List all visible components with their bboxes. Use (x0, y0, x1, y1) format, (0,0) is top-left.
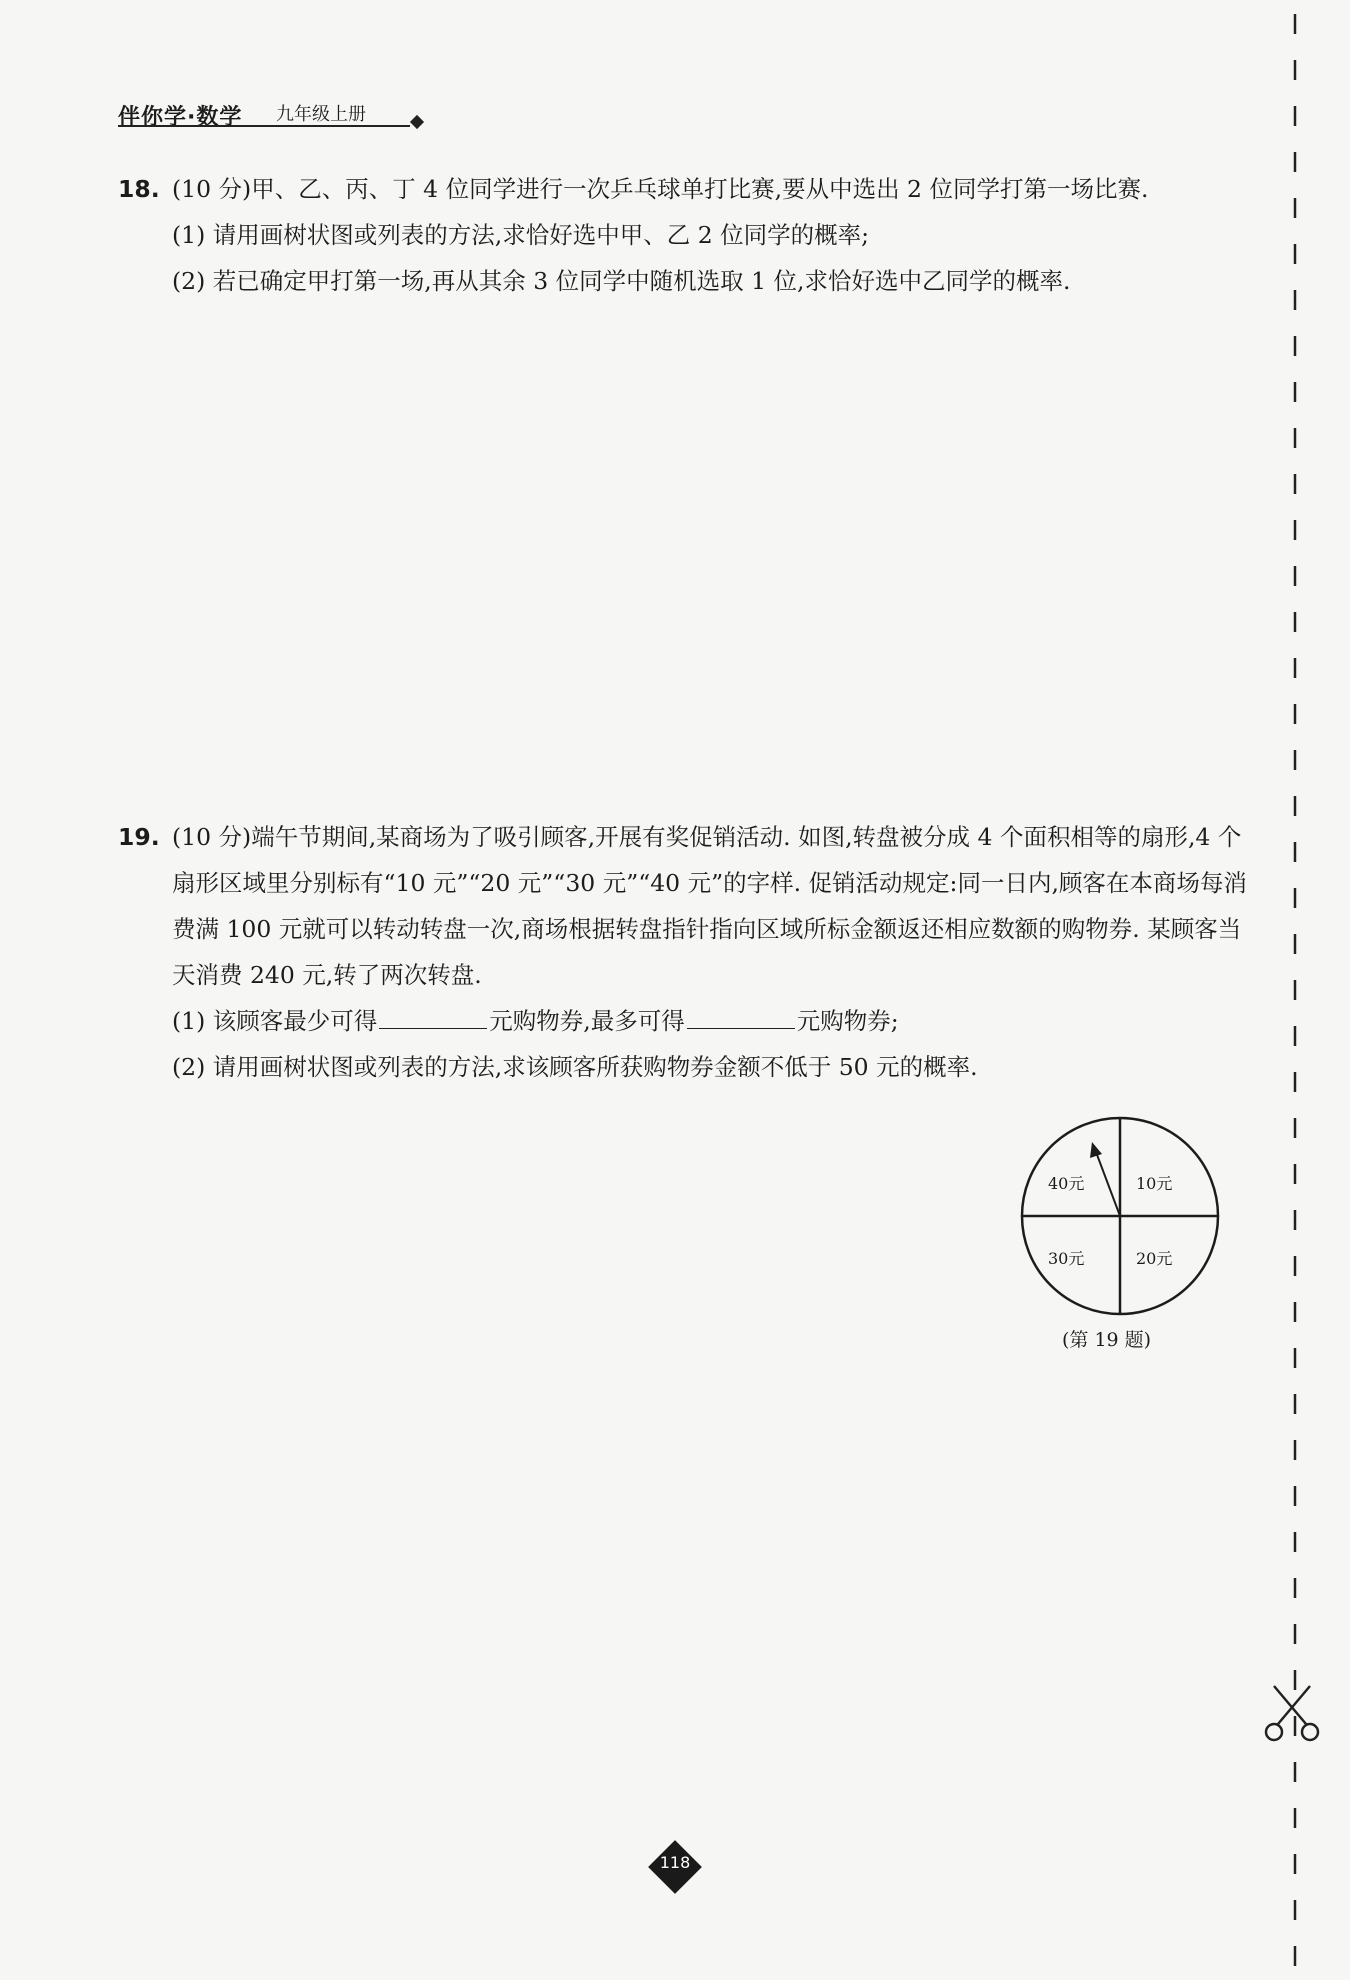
question-18-number: 18. (118, 175, 160, 203)
question-18-part-2: (2) 若已确定甲打第一场,再从其余 3 位同学中随机选取 1 位,求恰好选中乙同学的概率. (172, 267, 1071, 295)
max-amount-blank[interactable] (687, 998, 795, 1029)
part-1-text-a: (1) 该顾客最少可得 (172, 1007, 378, 1035)
header-rule (118, 125, 410, 127)
spinner-figure (1018, 1114, 1222, 1318)
question-18-part-1: (1) 请用画树状图或列表的方法,求恰好选中甲、乙 2 位同学的概率; (172, 221, 870, 249)
question-18-stem: (10 分)甲、乙、丙、丁 4 位同学进行一次乒乓球单打比赛,要从中选出 2 位同学打第一场比赛. (172, 175, 1149, 203)
question-19-part-2: (2) 请用画树状图或列表的方法,求该顾客所获购物券金额不低于 50 元的概率. (172, 1053, 978, 1081)
spinner-pointer (1096, 1152, 1120, 1216)
sector-label-20: 20元 (1136, 1249, 1173, 1268)
question-19 (118, 814, 1248, 1090)
page-header (118, 96, 428, 130)
sector-label-40: 40元 (1048, 1174, 1085, 1193)
pointer-arrow-icon (1090, 1142, 1102, 1158)
min-amount-blank[interactable] (379, 998, 487, 1029)
page-number: 118 (659, 1853, 691, 1872)
page-number-badge (648, 1840, 702, 1894)
sector-label-30: 30元 (1048, 1249, 1085, 1268)
grade-label: 九年级上册 (276, 104, 366, 125)
series-title: 伴你学·数学 (118, 105, 243, 130)
part-1-text-c: 元购物券; (796, 1007, 899, 1035)
sector-label-10: 10元 (1136, 1174, 1173, 1193)
figure-caption: (第 19 题) (1062, 1329, 1152, 1351)
question-19-part-1 (118, 998, 1248, 1044)
part-1-text-b: 元购物券,最多可得 (489, 1007, 685, 1035)
question-19-stem: (10 分)端午节期间,某商场为了吸引顾客,开展有奖促销活动. 如图,转盘被分成 4 个面积相等的扇形,4 个扇形区域里分别标有“10 元”“20 元”“30 元”“40 元”的字样. 促销活动规定:同一日内,顾客在本商场每消费满 100 元就可以转动转盘一次,商场根据转盘指针指向区域所标金额返还相应数额的购物券. 某顾客当天消费 240 元,转了两次转盘. (172, 823, 1247, 989)
question-18 (118, 166, 1248, 304)
scissors-icon (1262, 1682, 1322, 1746)
question-19-number: 19. (118, 823, 160, 851)
